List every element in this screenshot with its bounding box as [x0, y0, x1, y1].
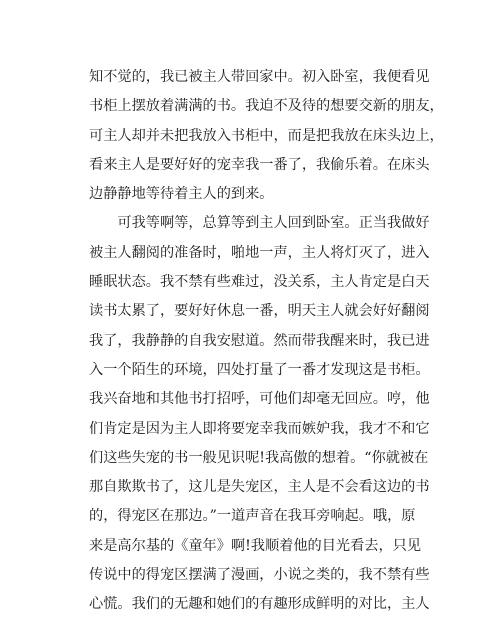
text-line: 我了，我静静的自我安慰道。然而带我醒来时，我已进: [89, 332, 430, 349]
text-line: 可我等啊等，总算等到主人回到卧室。正当我做好: [89, 215, 430, 232]
text-line: 可主人却并未把我放入书柜中，而是把我放在床头边上，: [89, 127, 444, 144]
text-line: 的，得宠区在那边。”一道声音在我耳旁响起。哦，原: [89, 508, 416, 525]
text-line: 们这些失宠的书一般见识呢!我高傲的想着。“你就被在: [89, 449, 429, 466]
text-line: 看来主人是要好好的宠幸我一番了，我偷乐着。在床头: [89, 156, 430, 173]
body-text: [89, 63, 444, 620]
text-line: 入一个陌生的环境，四处打量了一番才发现这是书柜。: [89, 361, 430, 378]
text-line: 被主人翻阅的准备时，啪地一声，主人将灯灭了，进入: [89, 244, 430, 261]
text-line: 边静静地等待着主人的到来。: [89, 186, 274, 203]
text-line: 读书太累了，要好好休息一番，明天主人就会好好翻阅: [89, 303, 430, 320]
text-line: 们肯定是因为主人即将要宠幸我而嫉妒我，我才不和它: [89, 420, 430, 437]
text-line: 书柜上摆放着满满的书。我迫不及待的想要交新的朋友，: [89, 98, 444, 115]
text-line: 我兴奋地和其他书打招呼，可他们却毫无回应。哼，他: [89, 391, 430, 408]
text-line: 那自欺欺书了，这儿是失宠区，主人是不会看这边的书: [89, 479, 430, 496]
text-line: 传说中的得宠区摆满了漫画，小说之类的，我不禁有些: [89, 567, 430, 584]
text-line: 睡眠状态。我不禁有些难过，没关系，主人肯定是白天: [89, 274, 430, 291]
text-line: 知不觉的，我已被主人带回家中。初入卧室，我便看见: [89, 69, 430, 85]
text-line: 来是高尔基的《童年》啊!我顺着他的目光看去，只见: [89, 537, 422, 554]
text-line: 心慌。我们的无趣和她们的有趣形成鲜明的对比，主人: [89, 596, 430, 613]
